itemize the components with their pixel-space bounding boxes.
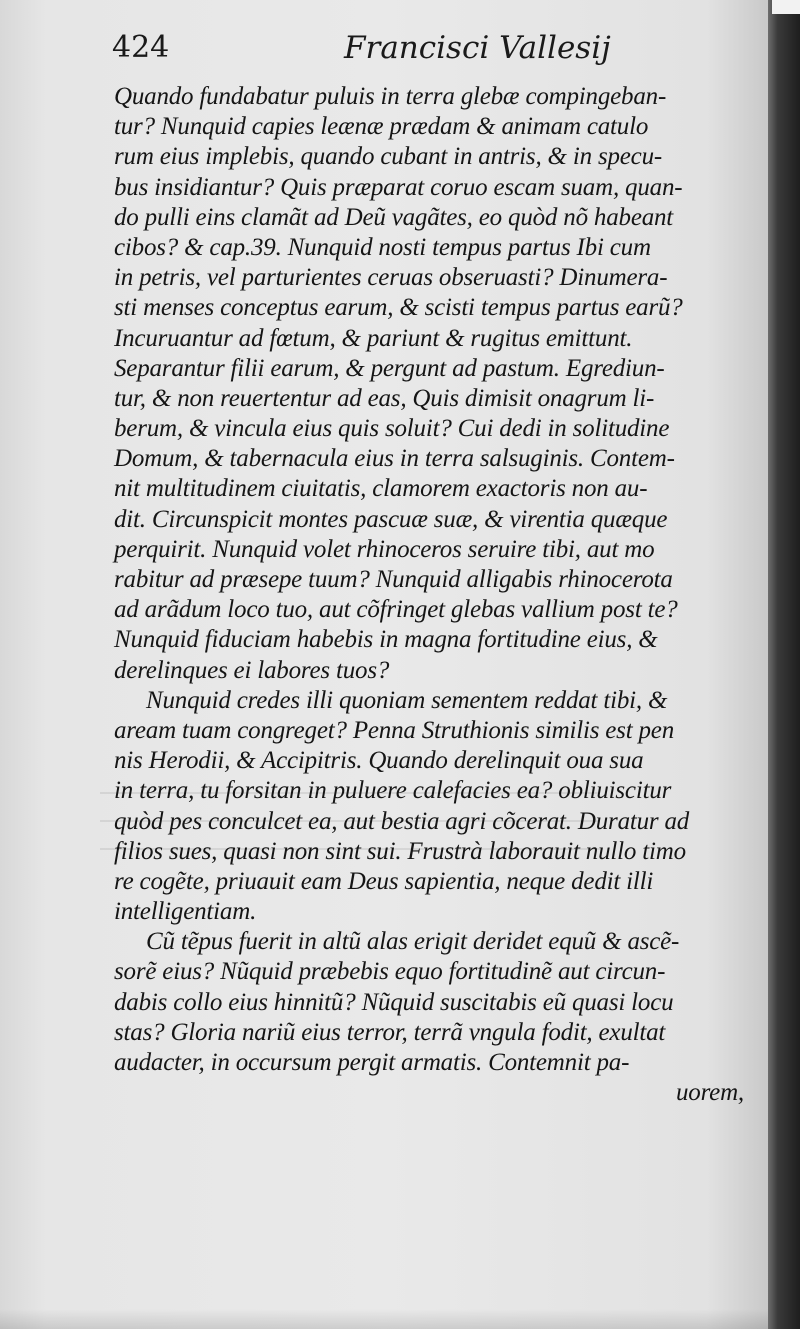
page-number: 424 <box>112 30 170 65</box>
text-line: cibos? & cap.39. Nunquid nosti tempus partus Ibi cum <box>114 233 651 261</box>
text-line: sti menses conceptus earum, & scisti tempus partus earũ? <box>114 294 683 322</box>
text-line: intelligentiam. <box>114 898 257 926</box>
text-line: audacter, in occursum pergit armatis. Contemnit pa- <box>114 1049 630 1076</box>
text-line: bus insidiantur? Quis præparat coruo escam suam, quan- <box>114 173 683 201</box>
text-line: derelinques ei labores tuos? <box>114 656 390 684</box>
page-header <box>112 30 632 80</box>
page-corner-notch <box>772 0 800 14</box>
book-spine-edge <box>768 0 800 1329</box>
paragraph-start-line: Cũ tẽpus fuerit in altũ alas erigit deridet equũ & ascẽ- <box>146 928 680 956</box>
text-line: rum eius implebis, quando cubant in antris, & in specu- <box>114 143 662 171</box>
text-line: Quando fundabatur puluis in terra glebæ compingeban- <box>114 83 667 110</box>
text-line: Separantur filii earum, & pergunt ad pastum. Egrediun- <box>114 354 665 382</box>
text-line: dit. Circunspicit montes pascuæ suæ, & virentia quæque <box>114 505 668 533</box>
text-line: filios sues, quasi non sint sui. Frustrà laborauit nullo timo <box>114 837 686 865</box>
text-line: ad arãdum loco tuo, aut cõfringet glebas vallium post te? <box>114 596 678 624</box>
text-line: nit multitudinem ciuitatis, clamorem exactoris non au- <box>114 475 648 503</box>
text-line: Nunquid fiduciam habebis in magna fortitudine eius, & <box>114 626 658 654</box>
text-line: re cogẽte, priuauit eam Deus sapientia, neque dedit illi <box>114 867 654 895</box>
text-line: dabis collo eius hinnitũ? Nũquid suscitabis eũ quasi locu <box>114 988 674 1016</box>
text-line: rabitur ad præsepe tuum? Nunquid alligabis rhinocerota <box>114 566 673 593</box>
page-bottom-shadow <box>0 1309 768 1329</box>
text-line: quòd pes conculcet ea, aut bestia agri cõcerat. Duratur ad <box>114 807 690 835</box>
catchword-line: uorem, <box>675 1079 744 1107</box>
text-line: stas? Gloria nariũ eius terror, terrã vngula fodit, exultat <box>114 1018 666 1046</box>
text-line: aream tuam congreget? Penna Struthionis similis est pen <box>114 716 675 744</box>
text-line: tur? Nunquid capies leænæ prædam & animam catulo <box>114 113 649 141</box>
text-line: sorẽ eius? Nũquid præbebis equo fortitudinẽ aut circun- <box>114 958 666 986</box>
text-line: in petris, vel parturientes ceruas obseruasti? Dinumera- <box>114 264 668 292</box>
text-line: tur, & non reuertentur ad eas, Quis dimisit onagrum li- <box>114 384 655 412</box>
text-line: in terra, tu forsitan in puluere calefacies ea? obliuiscitur <box>114 777 672 805</box>
running-title: Francisci Vallesij <box>344 30 611 66</box>
text-line: perquirit. Nunquid volet rhinoceros seruire tibi, aut mo <box>114 535 655 563</box>
paragraph-start-line: Nunquid credes illi quoniam sementem reddat tibi, & <box>146 686 668 714</box>
text-line: Incuruantur ad fœtum, & pariunt & rugitus emittunt. <box>114 324 633 352</box>
text-line: berum, & vincula eius quis soluit? Cui dedi in solitudine <box>114 415 670 443</box>
text-line: nis Herodii, & Accipitris. Quando derelinquit oua sua <box>114 747 644 775</box>
body-text <box>114 82 744 1108</box>
text-line: do pulli eins clamãt ad Deũ vagãtes, eo quòd nõ habeant <box>114 203 674 231</box>
text-line: Domum, & tabernacula eius in terra salsuginis. Contem- <box>114 445 675 473</box>
